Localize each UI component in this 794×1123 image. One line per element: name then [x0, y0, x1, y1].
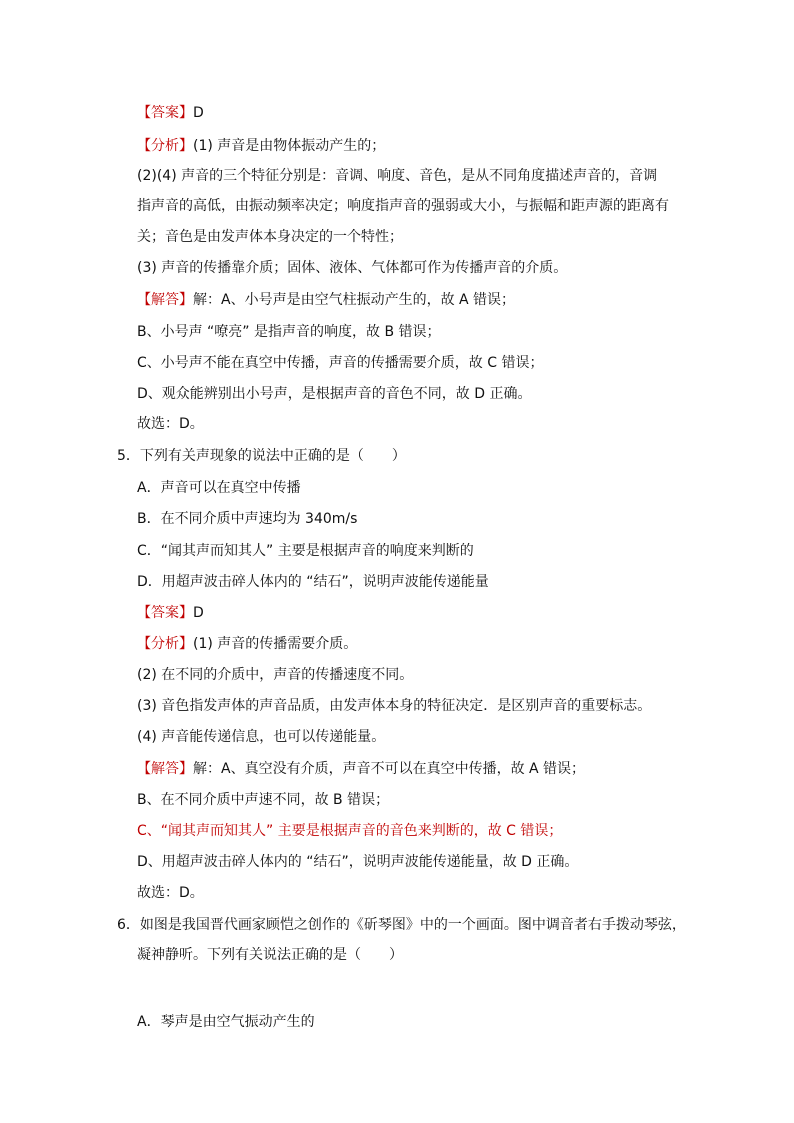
q4-analysis-line-5: (3) 声音的传播靠介质；固体、液体、气体都可作为传播声音的介质。 — [137, 260, 568, 276]
analysis-text: (1) 声音是由物体振动产生的； — [193, 138, 386, 154]
q6-option-a: A．琴声是由空气振动产生的 — [137, 1014, 315, 1030]
solution-tag: 【解答】 — [137, 761, 193, 777]
q5-solution-b: B、在不同介质中声速不同，故 B 错误； — [137, 792, 390, 808]
q4-solution-d: D、观众能辨别出小号声，是根据声音的音色不同，故 D 正确。 — [137, 386, 532, 402]
answer-text: D — [193, 105, 204, 121]
q5-solution-a — [0, 759, 794, 779]
q5-option-d: D．用超声波击碎人体内的 “结石”，说明声波能传递能量 — [137, 574, 489, 590]
q5-solution-d: D、用超声波击碎人体内的 “结石”，说明声波能传递能量，故 D 正确。 — [137, 854, 579, 870]
q5-option-b: B．在不同介质中声速均为 340m/s — [137, 511, 358, 527]
q4-solution-b: B、小号声 “嘹亮” 是指声音的响度，故 B 错误； — [137, 324, 441, 340]
q5-option-c: C．“闻其声而知其人” 主要是根据声音的响度来判断的 — [137, 543, 474, 559]
q5-option-a: A．声音可以在真空中传播 — [137, 480, 301, 496]
q4-analysis-line-3: 指声音的高低，由振动频率决定；响度指声音的强弱或大小，与振幅和距声源的距离有 — [137, 198, 669, 214]
q4-choice: 故选：D。 — [137, 416, 204, 432]
analysis-tag: 【分析】 — [137, 636, 193, 652]
solution-text: 解：A、小号声是由空气柱振动产生的，故 A 错误； — [193, 292, 516, 308]
q4-solution-a — [0, 290, 794, 310]
q5-analysis-line-1 — [0, 634, 794, 654]
q6-stem-line-1: 6．如图是我国晋代画家顾恺之创作的《斫琴图》中的一个画面。图中调音者右手拨动琴弦， — [117, 917, 686, 933]
q5-answer — [0, 603, 794, 623]
q4-analysis-line-4: 关；音色是由发声体本身决定的一个特性； — [137, 229, 403, 245]
answer-text: D — [193, 605, 204, 621]
q5-analysis-line-3: (3) 音色指发声体的声音品质，由发声体本身的特征决定．是区别声音的重要标志。 — [137, 698, 652, 714]
q5-solution-c: C、“闻其声而知其人” 主要是根据声音的音色来判断的，故 C 错误； — [137, 823, 563, 839]
solution-tag: 【解答】 — [137, 292, 193, 308]
analysis-tag: 【分析】 — [137, 138, 193, 154]
q5-analysis-line-2: (2) 在不同的介质中，声音的传播速度不同。 — [137, 667, 414, 683]
q4-answer — [0, 103, 794, 123]
q4-analysis-line-1 — [0, 136, 794, 156]
analysis-text: (1) 声音的传播需要介质。 — [193, 636, 358, 652]
solution-text: 解：A、真空没有介质，声音不可以在真空中传播，故 A 错误； — [193, 761, 586, 777]
q4-solution-c: C、小号声不能在真空中传播，声音的传播需要介质，故 C 错误； — [137, 355, 544, 371]
q6-stem-line-2: 凝神静听。下列有关说法正确的是（ ） — [137, 947, 403, 963]
answer-tag: 【答案】 — [137, 605, 193, 621]
answer-tag: 【答案】 — [137, 105, 193, 121]
q5-stem: 5．下列有关声现象的说法中正确的是（ ） — [117, 448, 406, 464]
q5-analysis-line-4: (4) 声音能传递信息，也可以传递能量。 — [137, 729, 386, 745]
q5-choice: 故选：D。 — [137, 885, 204, 901]
q4-analysis-line-2: (2)(4) 声音的三个特征分别是：音调、响度、音色，是从不同角度描述声音的，音调 — [137, 168, 658, 184]
